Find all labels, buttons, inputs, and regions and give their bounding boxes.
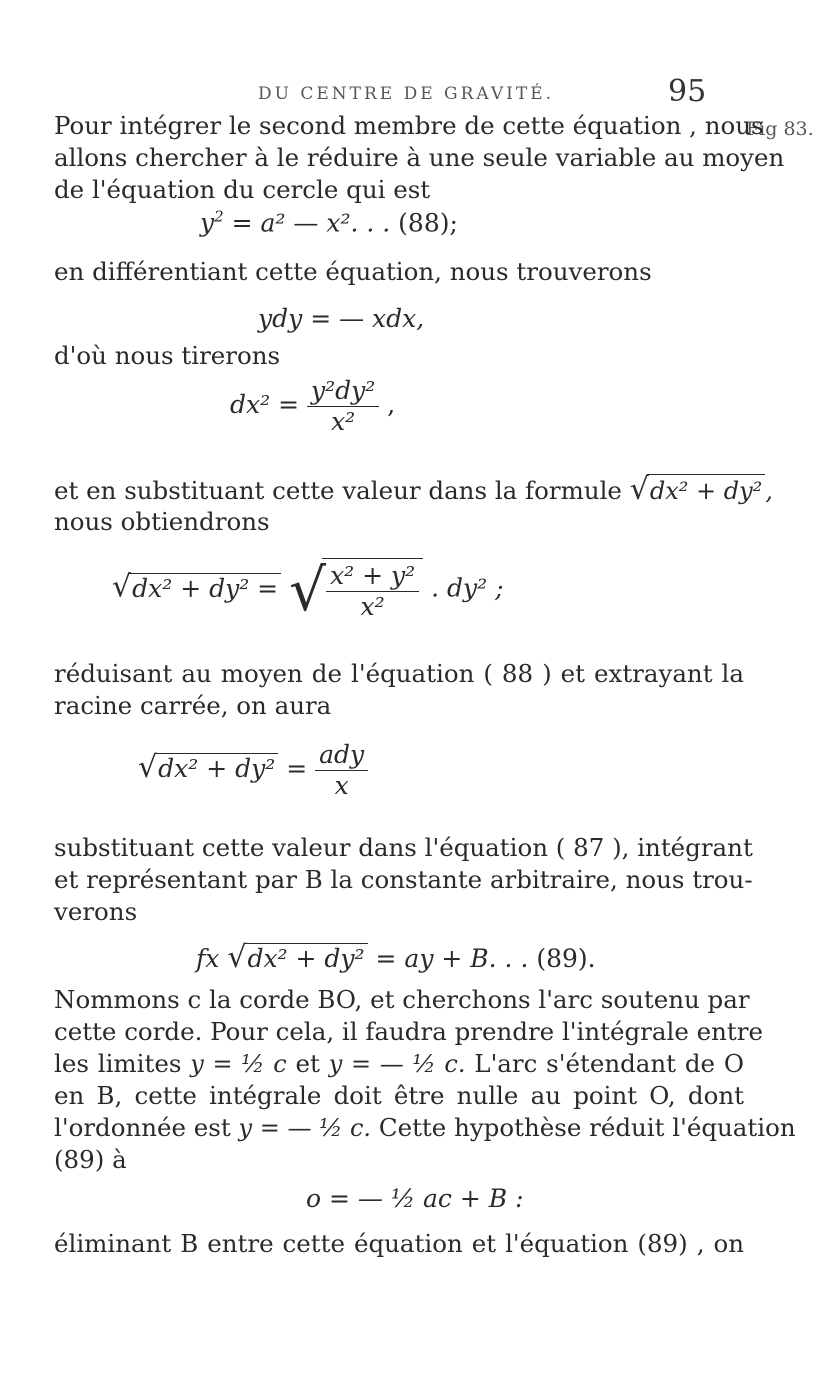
equation-substitution: √dx² + dy² = √ $\frac{\text{x² + y²}}{\text{x²}}$ . dy² ; bbox=[112, 556, 504, 624]
text-segment: et bbox=[295, 1049, 320, 1078]
text-line bbox=[54, 1112, 796, 1144]
equation-88: $y^2 = a^2$ — x². . . (88); bbox=[200, 208, 458, 238]
text-line: en différentiant cette équation, nous trouverons bbox=[54, 257, 652, 286]
text-line: Pour intégrer le second membre de cette équation , nous bbox=[54, 111, 764, 140]
running-head: DU CENTRE DE GRAVITÉ. bbox=[258, 84, 555, 104]
equation-89-label: (89). bbox=[536, 944, 596, 973]
text-line: allons chercher à le réduire à une seule variable au moyen bbox=[54, 143, 785, 172]
text-line: Nommons c la corde BO, et cherchons l'arc soutenu par bbox=[54, 985, 750, 1014]
root-radicand: dx² + dy² bbox=[155, 753, 278, 783]
fraction-numerator: ady bbox=[315, 740, 368, 771]
equation-differential-rhs: = — xdx, bbox=[310, 304, 425, 333]
text-segment: L'arc s'étendant de O bbox=[474, 1049, 744, 1078]
inline-limit-lower: y = — ½ c. bbox=[328, 1050, 466, 1078]
substitution-lhs: dx² + dy² = bbox=[129, 573, 281, 603]
fraction-denominator: x² bbox=[360, 592, 385, 621]
root-equals: = bbox=[286, 754, 308, 783]
margin-note-figure: Fig 83. bbox=[746, 118, 814, 140]
text-line bbox=[54, 472, 773, 507]
root-fraction bbox=[315, 740, 368, 801]
equation-dx-squared-fraction bbox=[307, 376, 379, 437]
text-line: éliminant B entre cette équation et l'équation (89) , on bbox=[54, 1229, 744, 1258]
equation-89-tail: = ay + B. . . bbox=[375, 944, 529, 973]
text-line: racine carrée, on aura bbox=[54, 691, 332, 720]
text-line: en B, cette intégrale doit être nulle au point O, dont bbox=[54, 1081, 744, 1110]
equation-88-label: (88); bbox=[398, 208, 458, 238]
equation-89-head: fx bbox=[196, 944, 220, 973]
inline-ordinate: y = — ½ c. bbox=[238, 1114, 372, 1142]
fraction-denominator: x bbox=[334, 771, 349, 800]
fraction-numerator: y²dy² bbox=[307, 376, 379, 407]
paragraph-3 bbox=[54, 340, 744, 372]
text-segment: l'ordonnée est bbox=[54, 1113, 231, 1142]
paragraph-2 bbox=[54, 256, 744, 288]
text-line: verons bbox=[54, 897, 138, 926]
text-line: (89) à bbox=[54, 1145, 127, 1174]
paragraph-5 bbox=[54, 658, 744, 722]
text-line: cette corde. Pour cela, il faudra prendre l'intégrale entre bbox=[54, 1017, 763, 1046]
equation-89: fx √dx² + dy² = ay + B. . . (89). bbox=[196, 940, 596, 975]
page-number: 95 bbox=[668, 74, 707, 109]
equation-dx-squared-lhs: dx² = bbox=[230, 390, 300, 419]
text-segment: Cette hypothèse réduit l'équation bbox=[378, 1113, 796, 1142]
substitution-tail: . dy² ; bbox=[431, 573, 504, 603]
equation-88-body: = a² — x². . . bbox=[231, 208, 391, 238]
formula-radicand: dx² + dy² bbox=[647, 474, 765, 507]
text-line: nous obtiendrons bbox=[54, 507, 270, 536]
text-segment: et en substituant cette valeur dans la formule bbox=[54, 476, 622, 505]
equation-root: √dx² + dy² = $\frac{\text{ady}}{x}$ bbox=[138, 740, 368, 801]
equation-dx-squared: dx² = $\frac{\text{y²dy²}}{\text{x²}}$ , bbox=[230, 376, 396, 436]
text-line: de l'équation du cercle qui est bbox=[54, 175, 431, 204]
inline-limit-upper: y = ½ c bbox=[190, 1050, 287, 1078]
text-line bbox=[54, 1048, 744, 1080]
equation-89-radicand: dx² + dy² bbox=[244, 943, 367, 973]
paragraph-8 bbox=[54, 1228, 744, 1260]
text-line: d'où nous tirerons bbox=[54, 341, 281, 370]
paragraph-6 bbox=[54, 832, 753, 928]
fraction-numerator: x² + y² bbox=[326, 561, 419, 592]
paragraph-7 bbox=[54, 984, 796, 1176]
equation-differential: ydy = — xdx, bbox=[258, 304, 425, 333]
paragraph-4 bbox=[54, 472, 773, 538]
text-line: réduisant au moyen de l'équation ( 88 ) et extrayant la bbox=[54, 659, 744, 688]
text-line: substituant cette valeur dans l'équation ( 87 ), intégrant bbox=[54, 833, 753, 862]
substitution-fraction bbox=[326, 561, 419, 622]
text-segment: les limites bbox=[54, 1049, 182, 1078]
fraction-denominator: x² bbox=[331, 407, 356, 436]
equation-final: o = — ½ ac + B : bbox=[306, 1184, 524, 1213]
text-line: et représentant par B la constante arbitraire, nous trou- bbox=[54, 865, 753, 894]
inline-formula: √dx² + dy² , bbox=[629, 472, 773, 507]
